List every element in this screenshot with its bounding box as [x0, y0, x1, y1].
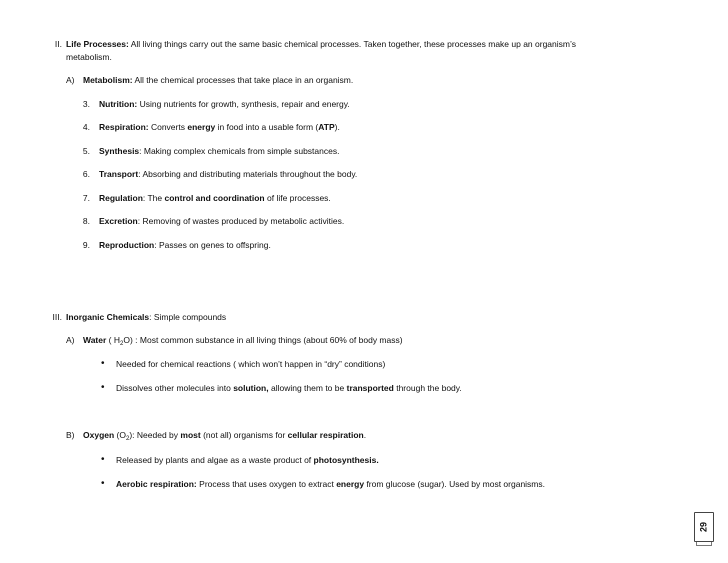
subsection-letter: A)	[66, 75, 75, 85]
section-numeral: III.	[52, 312, 62, 322]
page-number: 29	[698, 521, 709, 533]
section-heading-line	[66, 39, 706, 50]
item-text: : Making complex chemicals from simple substances.	[139, 146, 340, 156]
item-text: ).	[334, 122, 340, 132]
list-item	[99, 240, 271, 251]
subsection-text: (O	[114, 430, 126, 440]
item-emphasis: ATP	[318, 122, 335, 132]
bullet-text: through the body.	[396, 383, 462, 393]
item-text: : Absorbing and distributing materials throughout the body.	[138, 169, 358, 179]
subsection-emphasis: cellular respiration	[287, 430, 364, 440]
item-title: Excretion	[99, 216, 138, 226]
page-number-box	[694, 512, 714, 542]
section-title: Life Processes:	[66, 39, 129, 49]
bullet-text: Dissolves other molecules into	[116, 383, 231, 393]
item-title: Synthesis	[99, 146, 140, 156]
bullet-text: Released by plants and algae as a waste product of	[116, 455, 312, 465]
bullet-item	[116, 455, 379, 466]
list-item	[99, 99, 350, 110]
page-number-decoration	[696, 542, 712, 546]
bullet-item	[116, 479, 545, 490]
item-number: 9.	[82, 240, 90, 250]
item-title: Transport	[99, 169, 139, 179]
subsection-title: Water	[83, 335, 107, 345]
item-number: 4.	[82, 122, 90, 132]
item-text: Using nutrients for growth, synthesis, repair and energy.	[139, 99, 350, 109]
item-text: of life processes.	[267, 193, 331, 203]
bullet-glyph: •	[101, 454, 105, 465]
list-item	[99, 216, 344, 227]
item-text: : Passes on genes to offspring.	[154, 240, 271, 250]
subsection-text: ( H	[106, 335, 121, 345]
subsection-text: All the chemical processes that take place in an organism.	[134, 75, 354, 85]
bullet-title: Aerobic respiration:	[116, 479, 197, 489]
item-title: Nutrition:	[99, 99, 138, 109]
list-item	[99, 122, 340, 133]
item-number: 3.	[82, 99, 90, 109]
subsection-title: Oxygen	[83, 430, 115, 440]
subsection-text: O) : Most common substance in all living things (about 60% of body mass)	[123, 335, 403, 345]
bullet-text: from glucose (sugar). Used by most organisms.	[366, 479, 545, 489]
item-text: in food into a usable form (	[217, 122, 319, 132]
subsection-text: (not all) organisms for	[203, 430, 286, 440]
item-title: Reproduction	[99, 240, 155, 250]
item-text: Converts	[150, 122, 185, 132]
item-number: 8.	[82, 216, 90, 226]
bullet-item	[116, 383, 462, 394]
bullet-text: Process that uses oxygen to extract	[199, 479, 334, 489]
section-heading-line	[66, 312, 226, 323]
subsection-letter: A)	[66, 335, 75, 345]
list-item	[99, 169, 357, 180]
section-text: : Simple compounds	[149, 312, 227, 322]
bullet-glyph: •	[101, 478, 105, 489]
subscript: 2	[120, 341, 124, 347]
item-number: 7.	[82, 193, 90, 203]
item-number: 6.	[82, 169, 90, 179]
list-item	[99, 193, 331, 204]
bullet-glyph: •	[101, 382, 105, 393]
item-title: Respiration:	[99, 122, 149, 132]
subsection-title: Metabolism:	[83, 75, 133, 85]
item-text: : The	[142, 193, 163, 203]
item-title: Regulation	[99, 193, 143, 203]
bullet-emphasis: solution,	[233, 383, 269, 393]
bullet-item: Needed for chemical reactions ( which won’t happen in “dry” conditions)	[116, 359, 386, 369]
item-number: 5.	[82, 146, 90, 156]
subsection-line	[83, 335, 403, 350]
bullet-glyph: •	[101, 358, 105, 369]
list-item	[99, 146, 339, 157]
item-emphasis: energy	[187, 122, 216, 132]
section-numeral: II.	[54, 39, 62, 49]
subscript: 2	[126, 436, 130, 442]
bullet-emphasis: transported	[346, 383, 394, 393]
bullet-emphasis: photosynthesis.	[313, 455, 379, 465]
item-text: : Removing of wastes produced by metabolic activities.	[137, 216, 345, 226]
section-text-continuation: metabolism.	[66, 52, 112, 62]
subsection-text: ): Needed by	[129, 430, 179, 440]
section-title: Inorganic Chemicals	[66, 312, 150, 322]
bullet-emphasis: energy	[336, 479, 365, 489]
subsection-emphasis: most	[180, 430, 201, 440]
subsection-line	[83, 430, 366, 445]
section-text: All living things carry out the same basic chemical processes. Taken together, these processes make up an organism’s	[130, 39, 576, 49]
subsection-letter: B)	[66, 430, 75, 440]
subsection-text: .	[363, 430, 367, 440]
subsection-line	[83, 75, 353, 86]
bullet-text: allowing them to be	[270, 383, 345, 393]
item-emphasis: control and coordination	[164, 193, 265, 203]
